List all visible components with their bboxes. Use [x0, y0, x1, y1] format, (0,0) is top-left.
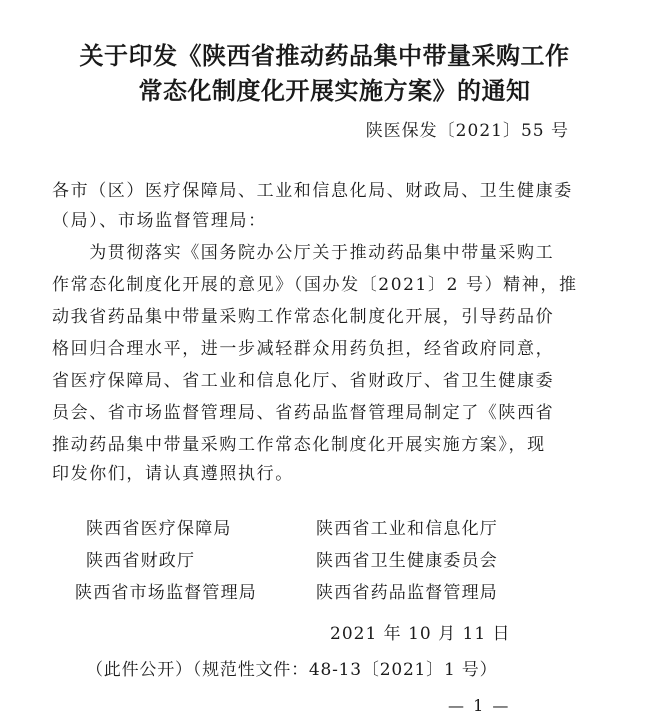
body-line: 员会、省市场监督管理局、省药品监督管理局制定了《陕西省	[52, 403, 555, 423]
document-title-line-2: 常态化制度化开展实施方案》的通知	[138, 76, 531, 105]
signatory-left-3: 陕西省市场监督管理局	[75, 583, 257, 603]
page-number: — 1 —	[448, 696, 511, 715]
body-line: 格回归合理水平，进一步减轻群众用药负担，经省政府同意，	[52, 339, 555, 359]
body-line: 作常态化制度化开展的意见》（国办发〔2021〕2 号）精神，推	[52, 275, 578, 295]
document-title-line-1: 关于印发《陕西省推动药品集中带量采购工作	[79, 41, 570, 70]
body-line: 推动药品集中带量采购工作常态化制度化开展实施方案》，现	[52, 435, 546, 455]
body-line: 印发你们，请认真遵照执行。	[52, 464, 294, 484]
recipients-line-1: 各市（区）医疗保障局、工业和信息化局、财政局、卫生健康委	[52, 181, 573, 201]
signatory-left-2: 陕西省财政厅	[86, 551, 196, 571]
signatory-right-3: 陕西省药品监督管理局	[316, 583, 498, 603]
issue-date: 2021 年 10 月 11 日	[330, 624, 511, 644]
signatory-left-1: 陕西省医疗保障局	[86, 519, 232, 539]
body-line: 动我省药品集中带量采购工作常态化制度化开展，引导药品价	[52, 307, 555, 327]
signatory-right-1: 陕西省工业和信息化厅	[316, 519, 498, 539]
signatory-right-2: 陕西省卫生健康委员会	[316, 551, 498, 571]
body-line: 省医疗保障局、省工业和信息化厅、省财政厅、省卫生健康委	[52, 371, 555, 391]
publication-note: （此件公开）（规范性文件：48-13〔2021〕1 号）	[86, 660, 498, 680]
document-number: 陕医保发〔2021〕55 号	[365, 121, 569, 141]
recipients-line-2: （局）、市场监督管理局：	[52, 211, 267, 231]
body-line: 为贯彻落实《国务院办公厅关于推动药品集中带量采购工	[52, 243, 555, 263]
